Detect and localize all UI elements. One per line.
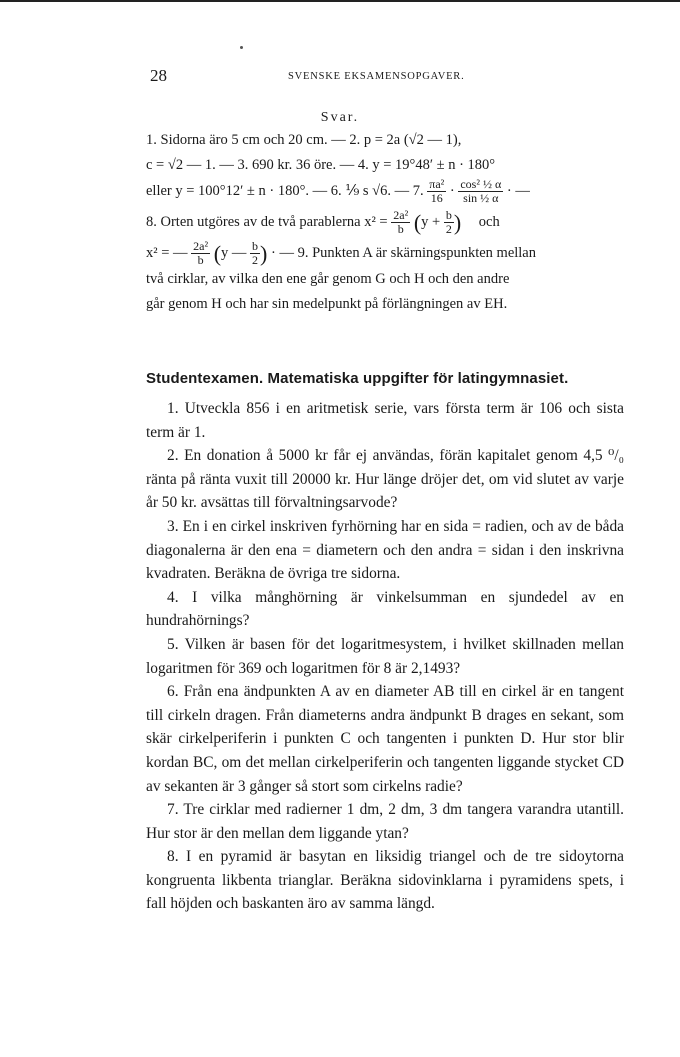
problem-list [146,397,624,916]
answers-line [146,240,626,267]
fraction [391,209,410,236]
fraction-numerator: 2a² [193,239,209,253]
print-speck [240,46,243,49]
fraction-denominator: b [197,253,204,267]
answer-text: x² = — [146,244,188,261]
answer-text: 8. Orten utgöres av de två parablerna x² = [146,213,388,230]
answer-text: · — 9. Punkten A är skärningspunkten mellan [271,244,536,261]
left-paren: ( [413,210,422,235]
problem-item: 2. En donation å 5000 kr får ej användas, förän kapitalet genom 4,5 ⁰/₀ ränta på ränta vuxit till 20000 kr. Hur länge dröjer det, om vid slutet av varje år 50 kr. avsättas till förvaltningsarvode? [146,447,624,512]
problem-item: 1. Utveckla 856 i en aritmetisk serie, vars första term är 106 och sista term är 1. [146,400,624,441]
fraction [458,178,503,205]
problem-item: 7. Tre cirklar med radierner 1 dm, 2 dm, 3 dm tangera varandra utantill. Hur stor är den mellan dem liggande ytan? [146,801,624,842]
fraction-denominator: b [397,222,404,236]
running-title: SVENSKE EKSAMENSOPGAVER. [288,71,465,82]
section-heading: Studentexamen. Matematiska uppgifter för latingymnasiet. [146,370,569,387]
answers-title: Svar. [320,110,360,125]
answers-block [146,128,626,317]
fraction-numerator: 2a² [393,208,409,222]
problem-item: 8. I en pyramid är basytan en liksidig triangel och de tre sidoytorna kongruenta likbenta trianglar. Beräkna sidovinklarna i pyramidens spets, i fall höjden och baskanten äro av samma längd. [146,848,624,913]
answers-line [146,209,626,236]
fraction-numerator: cos² ½ α [460,177,502,191]
fraction-numerator: b [445,208,452,222]
problem-item: 3. En i en cirkel inskriven fyrhörning har en sida = radien, och av de båda diagonalerna är den ena = diametern och den andra = sidan i den inskrivna kvadraten. Beräkna de övriga tre sidorna. [146,517,624,583]
answers-line: c = √2 — 1. — 3. 690 kr. 36 öre. — 4. y = 19°48′ ± n · 180° [146,157,496,173]
problem-item: 4. I vilka månghörning är vinkelsumman en sjundedel av en hundrahörnings? [146,588,624,630]
fraction-denominator: sin ½ α [463,191,499,205]
fraction [191,240,210,267]
multiply-dot: · [449,182,455,199]
answer-text: · — [506,182,530,199]
answer-text: och [478,213,500,230]
answers-line: två cirklar, av vilka den ene går genom G och H och den andre [146,271,510,287]
answers-line [146,178,626,205]
answer-text: eller y = 100°12′ ± n · 180°. — 6. ⅑ s √6. — 7. [146,182,424,199]
fraction-denominator: 16 [430,191,443,205]
fraction [444,209,454,236]
problem-item: 5. Vilken är basen för det logaritmesystem, i hvilket skillnaden mellan logaritmen för 369 och logaritmen för 8 är 2,1493? [146,635,624,677]
answer-text: y + [421,213,441,230]
right-paren: ) [453,210,462,235]
fraction-numerator: b [252,239,259,253]
page-top-rule [0,0,680,2]
right-paren: ) [260,241,268,266]
fraction [427,178,446,205]
page-number: 28 [150,66,167,85]
page-header [150,66,626,90]
fraction [250,240,260,267]
fraction-denominator: 2 [252,253,259,267]
fraction-denominator: 2 [445,222,452,236]
answers-line: 1. Sidorna äro 5 cm och 20 cm. — 2. p = 2a (√2 — 1), [146,132,462,148]
fraction-numerator: πa² [429,177,445,191]
answers-line: går genom H och har sin medelpunkt på förlängningen av EH. [146,296,508,312]
left-paren: ( [213,241,222,266]
answer-text: y — [221,244,247,261]
problem-item: 6. Från ena ändpunkten A av en diameter AB till en cirkel är en tangent till cirkeln dragen. Från diameterns andra ändpunkt B drages en sekant, som skär cirkelperiferin i punkten C och tangenten i punkten D. Hur stor blir kordan BC, om det mellan cirkelperiferin och tangenten liggande stycket CD av sekanten är 3 gånger så stort som cirkelns radie? [146,683,624,795]
